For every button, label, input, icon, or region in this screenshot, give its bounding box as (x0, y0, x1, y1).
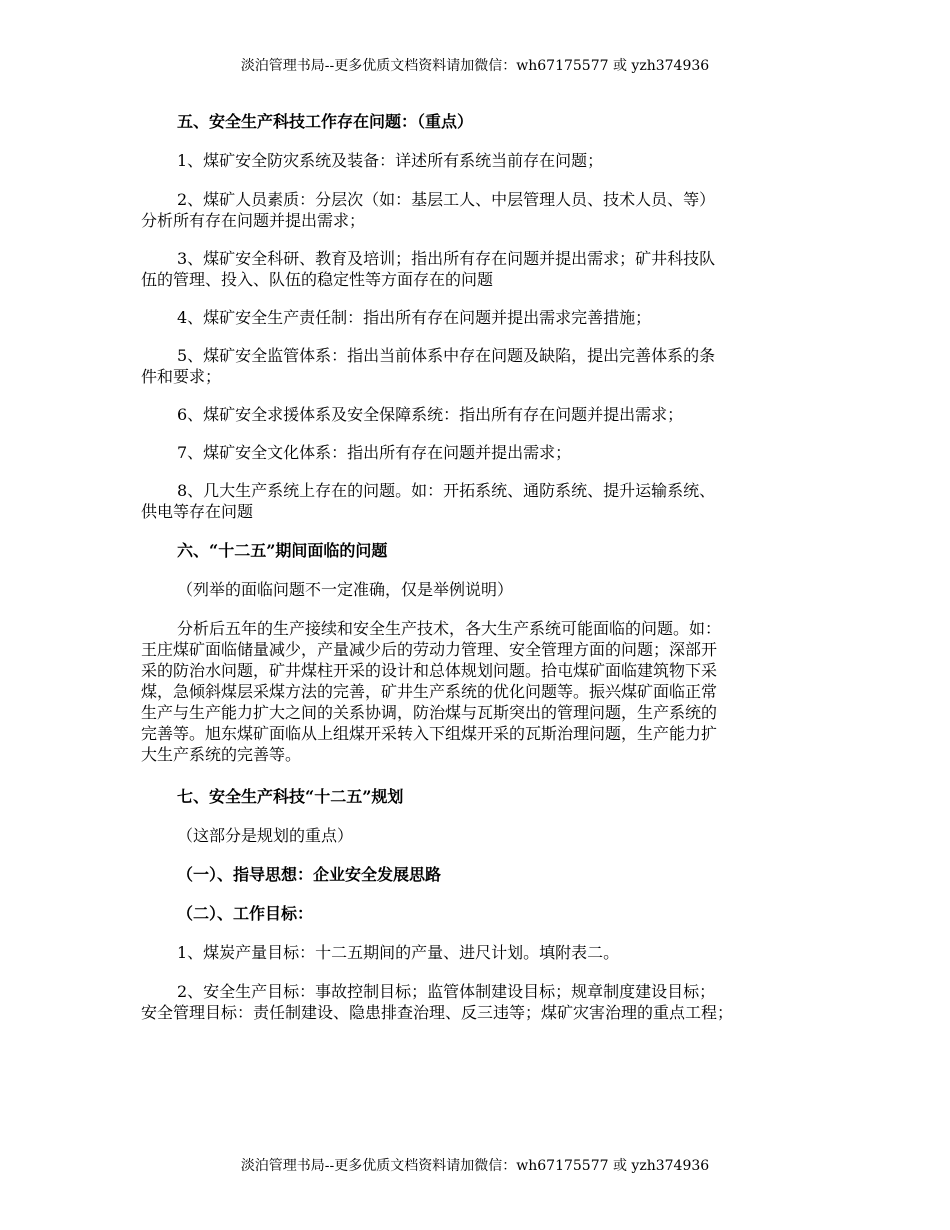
page-footer: 淡泊管理书局--更多优质文档资料请加微信：wh67175577 或 yzh374936 (240, 1158, 710, 1174)
paragraph-note-6: （列举的面临问题不一定准确，仅是举例说明） (177, 580, 514, 599)
subsection-heading-1: （一）、指导思想：企业安全发展思路 (177, 865, 442, 884)
paragraph-item-1: 1、煤矿安全防灾系统及装备：详述所有系统当前存在问题； (177, 151, 604, 170)
section-heading-7: 七、安全生产科技“十二五”规划 (177, 787, 404, 806)
paragraph-note-7: （这部分是规划的重点） (177, 826, 354, 845)
document-body (141, 111, 821, 1023)
paragraph-analysis: 分析后五年的生产接续和安全生产技术，各大生产系统可能面临的问题。如： 王庄煤矿面临储量减少，产量减少后的劳动力管理、安全管理方面的问题；深部开 采的防治水问题，矿井煤柱开采的设计和总体规划问题。拾屯煤矿面临建筑物下采 煤，急倾斜煤层采煤方法的完善，矿井生产系统的优化问题等。振兴煤矿面临正常 生产与生产能力扩大之间的关系协调，防治煤与瓦斯突出的管理问题，生产系统的 完善等。旭东煤矿面临从上组煤开采转入下组煤开采的瓦斯治理问题，生产能力扩 大生产系统的完善等。 (141, 619, 722, 764)
section-heading-6: 六、“十二五”期间面临的问题 (177, 541, 388, 560)
paragraph-target-2: 2、安全生产目标：事故控制目标；监管体制建设目标；规章制度建设目标； 安全管理目标：责任制建设、隐患排查治理、反三违等；煤矿灾害治理的重点工程； (141, 982, 734, 1022)
paragraph-item-7: 7、煤矿安全文化体系：指出所有存在问题并提出需求； (177, 443, 572, 462)
paragraph-item-5: 5、煤矿安全监管体系：指出当前体系中存在问题及缺陷，提出完善体系的条 件和要求； (141, 346, 716, 386)
paragraph-item-6: 6、煤矿安全求援体系及安全保障系统：指出所有存在问题并提出需求； (177, 405, 684, 424)
paragraph-target-1: 1、煤炭产量目标：十二五期间的产量、进尺计划。填附表二。 (177, 943, 620, 962)
subsection-heading-2: （二）、工作目标： (177, 904, 314, 923)
paragraph-item-8: 8、几大生产系统上存在的问题。如：开拓系统、通防系统、提升运输系统、 供电等存在问题 (141, 481, 716, 521)
section-heading-5: 五、安全生产科技工作存在问题：（重点） (177, 112, 474, 131)
page-header: 淡泊管理书局--更多优质文档资料请加微信：wh67175577 或 yzh374936 (240, 58, 710, 74)
paragraph-item-2: 2、煤矿人员素质：分层次（如：基层工人、中层管理人员、技术人员、等） 分析所有存在问题并提出需求； (141, 190, 716, 230)
paragraph-item-3: 3、煤矿安全科研、教育及培训；指出所有存在问题并提出需求；矿井科技队 伍的管理、投入、队伍的稳定性等方面存在的问题 (141, 249, 716, 289)
paragraph-item-4: 4、煤矿安全生产责任制：指出所有存在问题并提出需求完善措施； (177, 308, 652, 327)
